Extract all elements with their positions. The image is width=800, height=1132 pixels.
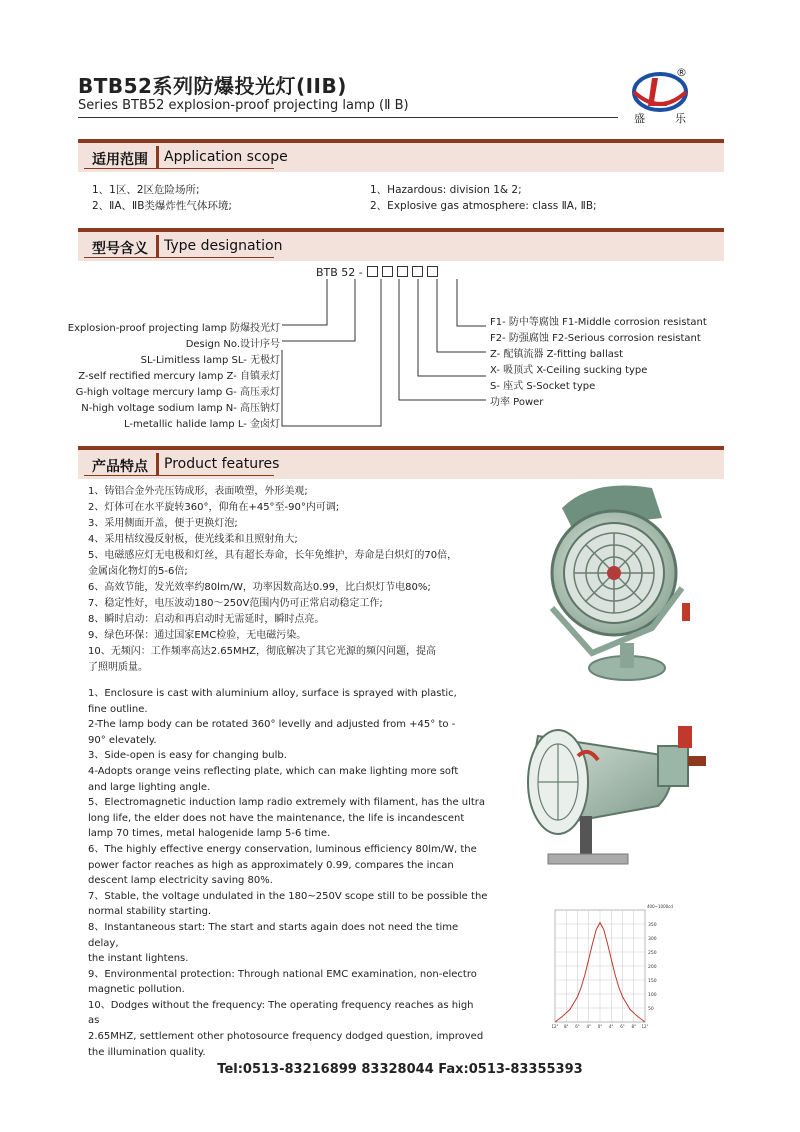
list-item: 2、Explosive gas atmosphere: class ⅡA, ⅡB; <box>370 200 597 212</box>
list-item: 1、Hazardous: division 1& 2; <box>370 184 522 196</box>
list-item: 10、Dodges without the frequency: The operating frequency reaches as high as <box>88 999 474 1027</box>
lamp-photo-bracket-icon <box>532 478 704 688</box>
type-label: L-metallic halide lamp L- 金卤灯 <box>123 419 280 430</box>
type-label: Explosion-proof projecting lamp 防爆投光灯 <box>67 323 280 334</box>
list-item: normal stability starting. <box>88 906 212 918</box>
type-label: SL-Limitless lamp SL- 无极灯 <box>140 355 280 366</box>
chart-unit-label: 400~1000cd <box>647 904 673 909</box>
list-item: 7、Stable, the voltage undulated in the 180~250V scope still to be possible the <box>88 890 488 902</box>
section-title-en: Type designation <box>164 238 283 254</box>
page-subtitle: Series BTB52 explosion-proof projecting lamp (Ⅱ B) <box>78 98 409 113</box>
logo-char-left: 盛 <box>634 112 645 125</box>
list-item: 2-The lamp body can be rotated 360° levelly and adjusted from +45° to - <box>88 719 456 731</box>
registered-mark: ® <box>676 66 687 79</box>
type-label: Design No.设计序号 <box>185 339 280 350</box>
section-separator <box>156 453 159 475</box>
type-label: N-high voltage sodium lamp N- 高压钠灯 <box>81 403 280 414</box>
type-code-text: BTB 52 - <box>316 266 363 279</box>
chart-xtick-label: 8° <box>631 1024 637 1029</box>
list-item: 6、The highly effective energy conservation, luminous efficiency 80lm/W, the <box>88 843 477 855</box>
list-item: 2、灯体可在水平旋转360°，仰角在+45°至-90°内可调; <box>88 502 340 513</box>
list-item: 7、稳定性好，电压波动180～250V范围内仍可正常启动稳定工作; <box>88 598 383 609</box>
chart-ytick-label: 150 <box>648 979 657 984</box>
section-title-cn: 适用范围 <box>92 152 148 168</box>
list-item: long life, the elder does not have the maintenance, the life is incandescent <box>88 812 465 824</box>
chart-ytick-label: 100 <box>648 993 657 998</box>
chart-xtick-label: 12° <box>641 1024 649 1029</box>
list-item: descent lamp electricity saving 80%. <box>88 875 273 887</box>
list-item: 4-Adopts orange veins reflecting plate, which can make lighting more soft <box>88 765 459 777</box>
list-item: lamp 70 times, metal halogenide lamp 5-6 time. <box>88 828 331 840</box>
list-item: 5、电磁感应灯无电极和灯丝，具有超长寿命，长年免维护，寿命是白炽灯的70倍， <box>88 550 458 561</box>
chart-ytick-label: 300 <box>648 937 657 942</box>
list-item: 5、Electromagnetic induction lamp radio extremely with filament, has the ultra <box>88 797 486 809</box>
chart-ytick-label: 200 <box>648 965 657 970</box>
list-item: 4、采用桔纹漫反射板，使光线柔和且照射角大; <box>88 534 298 545</box>
list-item: 6、高效节能，发光效率约80lm/W，功率因数高达0.99，比白炽灯节电80%; <box>88 582 431 593</box>
type-label: Z-self rectified mercury lamp Z- 自镇汞灯 <box>78 371 280 382</box>
list-item: 9、Environmental protection: Through national EMC examination, non-electro <box>88 968 477 980</box>
section-underline <box>84 475 274 476</box>
type-option: 功率 Power <box>490 397 544 408</box>
list-item: 1、铸铝合金外壳压铸成形，表面喷塑，外形美观; <box>88 486 308 497</box>
list-item: 8、Instantaneous start: The start and starts again does not need the time delay, <box>88 921 459 949</box>
list-item: 2.65MHZ, settlement other photosource frequency dodged question, improved <box>88 1031 484 1043</box>
list-item: 3、采用侧面开盖，便于更换灯泡; <box>88 518 238 529</box>
list-item: fine outline. <box>88 703 148 715</box>
list-item: magnetic pollution. <box>88 984 185 996</box>
chart-xtick-label: 6° <box>575 1024 580 1029</box>
list-item: 了照明质量。 <box>88 662 148 673</box>
features-list-cn <box>88 484 488 676</box>
list-item: 8、瞬时启动：启动和再启动时无需延时，瞬时点亮。 <box>88 614 325 625</box>
section-title-cn: 产品特点 <box>92 459 148 475</box>
list-item: and large lighting angle. <box>88 781 211 793</box>
list-item: 金属卤化物灯的5-6倍; <box>88 566 188 577</box>
chart-xtick-label: 0° <box>597 1024 603 1029</box>
list-item: 1、Enclosure is cast with aluminium alloy, surface is sprayed with plastic, <box>88 688 457 699</box>
list-item: the illumination quality. <box>88 1046 206 1058</box>
chart-xtick-label: 12° <box>551 1024 559 1029</box>
list-item: 10、无频闪：工作频率高达2.65MHZ，彻底解决了其它光源的频闪问题，提高 <box>88 646 436 657</box>
light-distribution-chart <box>545 898 673 1032</box>
list-item: 90° elevately. <box>88 734 157 746</box>
chart-xtick-label: 8° <box>563 1024 569 1029</box>
list-item: 3、Side-open is easy for changing bulb. <box>88 750 287 762</box>
contact-telephone: Tel:0513-83216899 83328044 Fax:0513-83355393 <box>217 1062 583 1077</box>
list-item: the instant lightens. <box>88 953 189 965</box>
chart-xtick-label: 4° <box>586 1024 592 1029</box>
logo-char-right: 乐 <box>675 112 686 125</box>
type-option: F1- 防中等腐蚀 F1-Middle corrosion resistant <box>490 317 707 328</box>
section-title-en: Application scope <box>164 149 288 165</box>
list-item: 1、1区、2区危险场所; <box>92 184 200 196</box>
type-option: Z- 配镇流器 Z-fitting ballast <box>490 349 623 360</box>
type-option: F2- 防强腐蚀 F2-Serious corrosion resistant <box>490 333 701 344</box>
type-label: G-high voltage mercury lamp G- 高压汞灯 <box>75 387 280 398</box>
list-item: 9、绿色环保：通过国家EMC检验，无电磁污染。 <box>88 630 307 641</box>
chart-xtick-label: 6° <box>620 1024 625 1029</box>
chart-xtick-label: 4° <box>608 1024 614 1029</box>
list-item: 2、ⅡA、ⅡB类爆炸性气体环境; <box>92 200 232 212</box>
chart-ytick-label: 250 <box>648 951 657 956</box>
section-title-en: Product features <box>164 456 280 472</box>
page-title: BTB52系列防爆投光灯(IIB) <box>78 74 347 98</box>
lamp-photo-side-icon <box>518 696 718 880</box>
type-option: S- 座式 S-Socket type <box>490 381 596 392</box>
list-item: power factor reaches as high as approximately 0.99, compares the incan <box>88 859 454 871</box>
section-header-features <box>78 446 724 479</box>
chart-ytick-label: 350 <box>648 923 657 928</box>
chart-ytick-label: 50 <box>648 1007 654 1012</box>
features-list-en <box>88 686 488 1060</box>
type-option: X- 吸顶式 X-Ceiling sucking type <box>490 365 648 376</box>
section-title-cn: 型号含义 <box>92 241 148 257</box>
